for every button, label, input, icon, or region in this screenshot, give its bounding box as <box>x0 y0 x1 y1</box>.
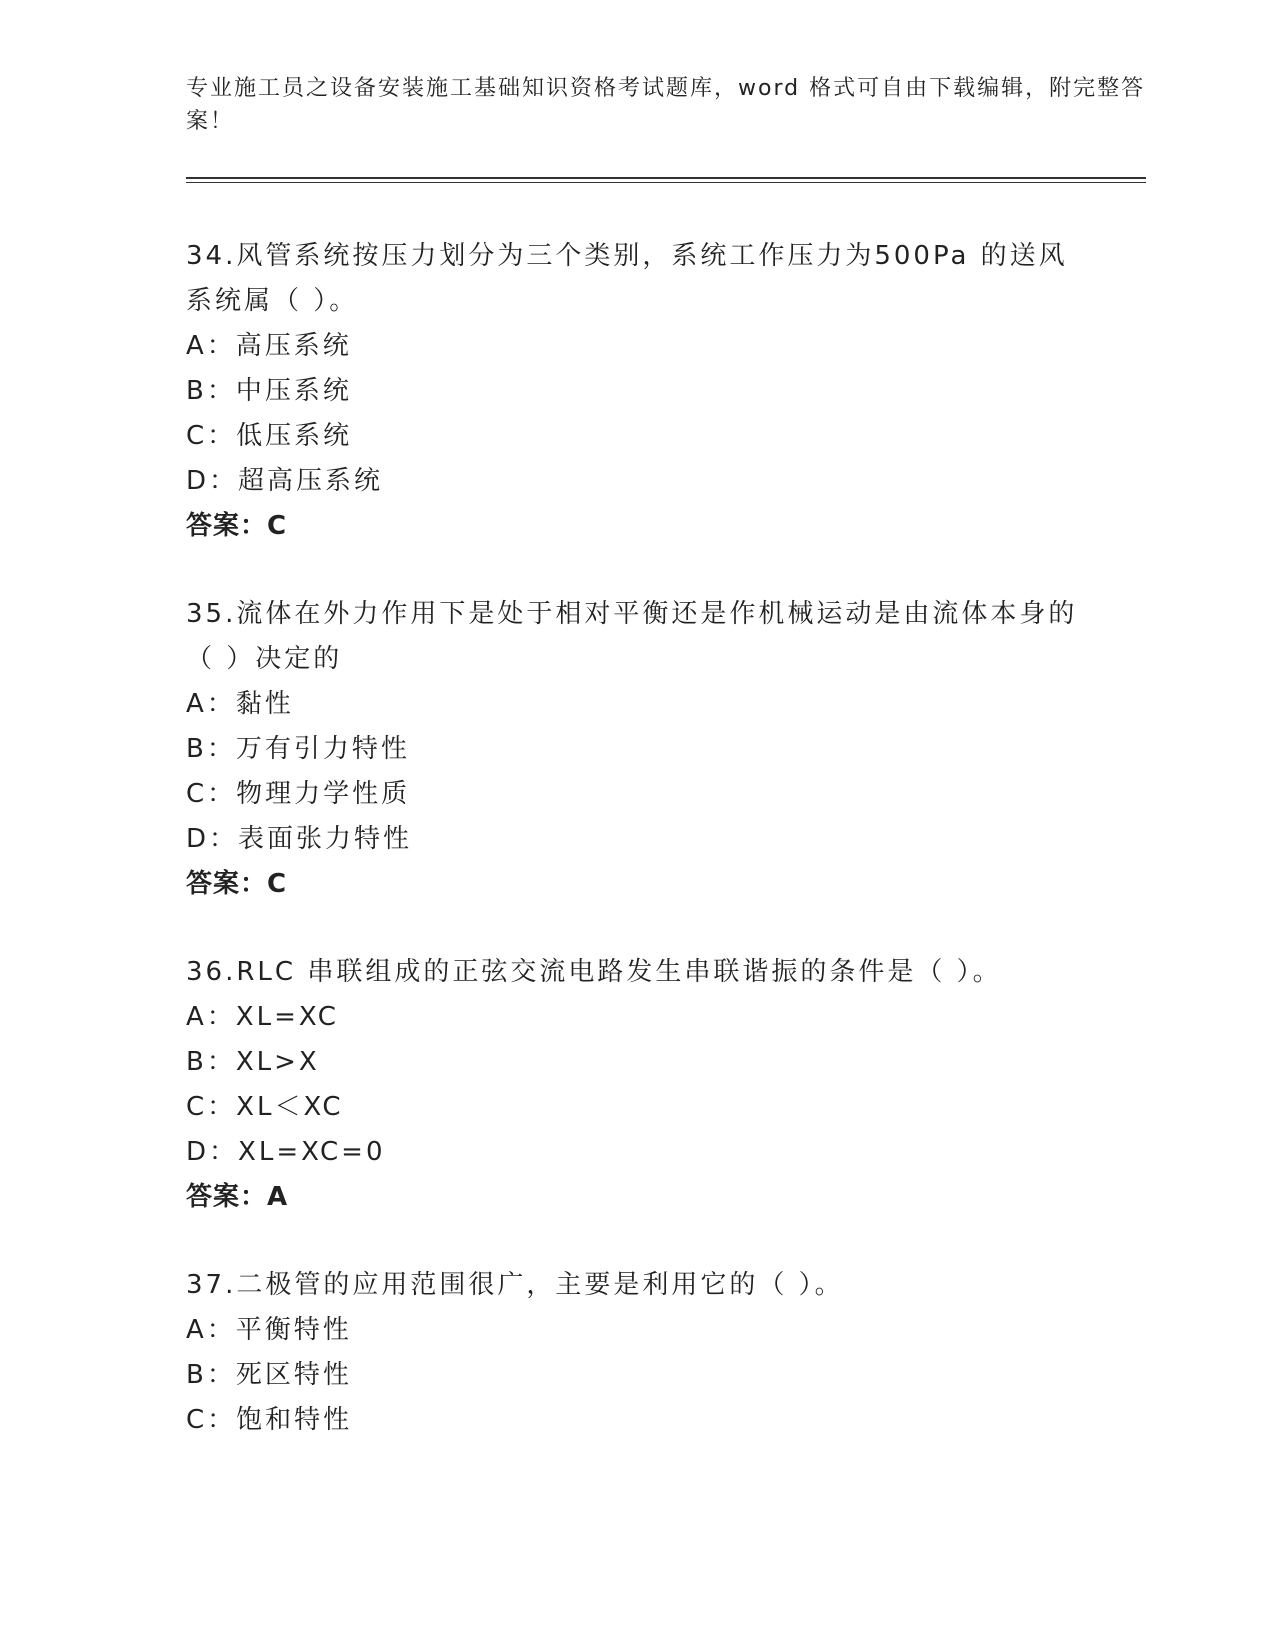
option-d: D：XL=XC=0 <box>186 1137 386 1167</box>
question-stem: 35.流体在外力作用下是处于相对平衡还是作机械运动是由流体本身的（ ）决定的 <box>186 599 1078 674</box>
answer: 答案：C <box>186 511 288 541</box>
option-d: D：超高压系统 <box>186 466 384 496</box>
question-stem: 34.风管系统按压力划分为三个类别，系统工作压力为500Pa 的送风系统属（ ）。 <box>186 241 1068 316</box>
option-a: A：平衡特性 <box>186 1315 352 1345</box>
answer: 答案：A <box>186 1182 289 1212</box>
header-divider <box>186 177 1146 183</box>
option-b: B：中压系统 <box>186 376 352 406</box>
option-b: B：万有引力特性 <box>186 734 410 764</box>
option-a: A：黏性 <box>186 689 294 719</box>
question-36 <box>186 950 1086 1220</box>
option-c: C：物理力学性质 <box>186 779 411 809</box>
option-c: C：低压系统 <box>186 421 353 451</box>
option-d: D：表面张力特性 <box>186 824 413 854</box>
question-stem: 37.二极管的应用范围很广，主要是利用它的（ ）。 <box>186 1270 844 1300</box>
question-34 <box>186 234 1086 549</box>
option-b: B：死区特性 <box>186 1360 352 1390</box>
option-c: C：XL＜XC <box>186 1092 344 1122</box>
document-header: 专业施工员之设备安装施工基础知识资格考试题库，word 格式可自由下载编辑，附完整答案！ <box>186 76 1146 134</box>
question-35 <box>186 592 1086 907</box>
question-stem: 36.RLC 串联组成的正弦交流电路发生串联谐振的条件是（ ）。 <box>186 957 1002 987</box>
option-c: C：饱和特性 <box>186 1405 353 1435</box>
option-b: B：XL>X <box>186 1047 320 1077</box>
answer: 答案：C <box>186 869 288 899</box>
question-list <box>186 234 1086 1486</box>
option-a: A：XL=XC <box>186 1002 339 1032</box>
question-37 <box>186 1263 1086 1443</box>
option-a: A：高压系统 <box>186 331 352 361</box>
